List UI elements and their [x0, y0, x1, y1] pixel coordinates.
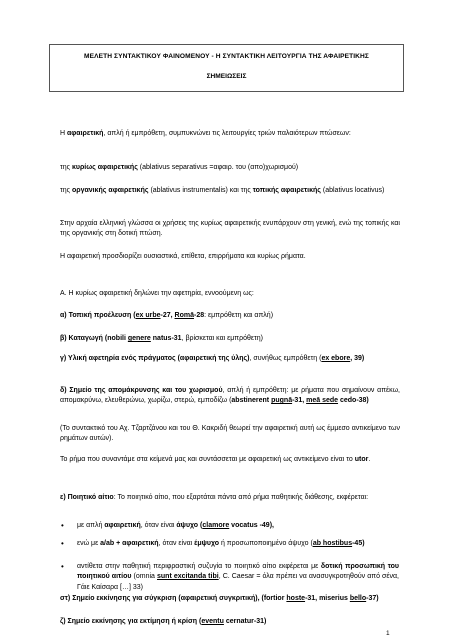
bullet-icon: • [61, 521, 64, 530]
text-run: , όταν είναι [140, 522, 177, 529]
text-run: Η [60, 130, 67, 137]
text-run: οργανικής αφαιρετικής [71, 187, 149, 194]
text-run: ε) Ποιητικό αίτιο [60, 494, 114, 501]
document-title: ΜΕΛΕΤΗ ΣΥΝΤΑΚΤΙΚΟΥ ΦΑΙΝΟΜΕΝΟΥ - Η ΣΥΝΤΑΚΤΙΚΗ ΛΕΙΤΟΥΡΓΙΑ ΤΗΣ ΑΦΑΙΡΕΤΙΚΗΣ [84, 53, 369, 60]
intro-paragraph-2 [60, 163, 400, 173]
item-a [60, 311, 400, 321]
text-run: natus-31 [150, 335, 182, 342]
item-h [60, 594, 400, 604]
text-run: αφαιρετική [67, 130, 104, 137]
text-run: a/ab + αφαιρετική [100, 540, 159, 547]
text-run: -31, [292, 397, 307, 405]
text-run: ( [198, 522, 203, 529]
item-e [60, 493, 400, 503]
text-run: pugnā [271, 397, 293, 405]
text-run: -45) [352, 540, 365, 547]
text-run: clamore [202, 522, 230, 529]
text-run: άψυχο [176, 522, 199, 529]
text-run: sunt excitanda tibi [157, 573, 219, 581]
text-run: της [60, 164, 72, 171]
text-run: Romā [174, 312, 194, 319]
text-run: , συνήθως εμπρόθετη ( [249, 355, 322, 362]
item-b [60, 334, 400, 344]
text-run: (ablativus instrumentalis) και της [148, 187, 253, 194]
intro-paragraph-5: Η αφαιρετική προσδιορίζει ουσιαστικά, επίθετα, επιρρήματα και κυρίως ρήματα. [60, 253, 306, 260]
text-run: κυρίως αφαιρετικής [71, 164, 138, 171]
text-run: genere [127, 335, 151, 342]
item-d [60, 386, 400, 407]
intro-paragraph-3 [60, 186, 400, 196]
text-run: , C. Caesar = όλα πρέπει να ανασυγκροτηθούν από σένα, Γάιε Καίσαρα […] 33) [77, 573, 399, 591]
text-run: : Το ποιητικό αίτιο, που εξαρτάται πάντα από ρήμα παθητικής διάθεσης, εκφέρεται: [113, 494, 369, 501]
text-run: , απλή ή εμπρόθετη: με ρήματα που σημαίνουν απέκω, απομακρύνω, ελευθερώνω, χωρίζω, στερώ, εμποδίζω ( [60, 387, 401, 405]
text-run: , (fortior [257, 595, 287, 602]
text-run: αφαιρετική [104, 522, 141, 529]
text-run: -37) [366, 595, 379, 602]
bullet-icon: • [61, 539, 64, 548]
item-i [60, 617, 400, 627]
text-run: , 39) [350, 355, 365, 362]
text-run: -31, miserius [305, 595, 350, 602]
intro-paragraph-1 [60, 129, 400, 139]
bullet-item-3 [77, 562, 399, 593]
text-run: , βρίσκεται και εμπρόθετη) [181, 335, 263, 342]
text-run: Το ρήμα που συναντάμε στα κείμενά μας και συντάσσεται με αφαιρετική ως αντικείμενο είναι το [60, 456, 355, 463]
text-run: έμψυχο [194, 540, 220, 547]
bullet-item-2 [77, 539, 399, 549]
text-run: δοτική προσωπική του ποιητικού αιτίου [77, 563, 399, 581]
text-run: cernatur-31) [223, 618, 267, 625]
text-run: α) Τοπική προέλευση [60, 312, 132, 319]
text-run: ζ) Σημείο εκκίνησης για εκτίμηση ή κρίση [60, 618, 198, 625]
text-run: , απλή ή εμπρόθετη, συμπυκνώνει τις λειτουργίες τριών παλαιότερων πτώσεων: [103, 130, 351, 137]
text-run: -28 [193, 312, 205, 319]
text-run: με απλή [77, 522, 105, 529]
item-c [60, 354, 400, 364]
text-run: . [368, 456, 371, 463]
text-run: β) Καταγωγή [60, 335, 103, 342]
text-run: γ) Υλική αφετηρία ενός πράγματος (αφαιρετική της ύλης) [60, 355, 250, 362]
text-run: cedo-38) [338, 397, 369, 405]
text-run: δ) Σημείο της απομάκρυνσης και του χωρισμού [60, 387, 223, 394]
text-run: : εμπρόθετη και απλή) [204, 312, 274, 319]
text-run: vocatus -49), [229, 522, 274, 529]
bullet-item-1 [77, 521, 399, 531]
text-run: (ablativus locativus) [320, 187, 385, 194]
text-run: της [60, 187, 72, 194]
document-subtitle: ΣΗΜΕΙΩΣΕΙΣ [206, 73, 247, 80]
text-run: τοπικής αφαιρετικής [252, 187, 321, 194]
text-run: στ) Σημείο εκκίνησης για σύγκριση (αφαιρετική συγκριτική) [60, 595, 258, 602]
bullet-icon: • [61, 562, 64, 571]
text-run: (nobili [102, 335, 128, 342]
text-run: (ablativus separativus =αφαιρ. του (απο)χωρισμού) [137, 164, 299, 171]
text-run: ( [197, 618, 202, 625]
text-run: ( [131, 312, 136, 319]
text-run: hoste [286, 595, 306, 602]
text-run: ex urbe [135, 312, 161, 319]
text-run: utor [354, 456, 369, 463]
text-run: ab hostibus [312, 540, 353, 547]
page-number: 1 [386, 630, 390, 637]
header-box [49, 44, 404, 92]
section-a-heading: Α. Η κυρίως αφαιρετική δηλώνει την αφετηρία, εννοούμενη ως: [60, 290, 254, 297]
text-run: (omnia [131, 573, 157, 581]
text-run: bello [349, 595, 367, 602]
text-run: abstinerent [231, 397, 272, 405]
text-run: meā sede [306, 397, 339, 405]
text-run: , όταν είναι [158, 540, 195, 547]
text-run: ενώ με [77, 540, 101, 547]
text-run: -27, [160, 312, 175, 319]
intro-paragraph-4: Στην αρχαία ελληνική γλώσσα οι χρήσεις της κυρίως αφαιρετικής ενυπάρχουν στη γενική, ενώ της τοπικής και της οργανικής στη δοτική πτώση. [60, 220, 400, 238]
text-run: eventu [201, 618, 224, 625]
text-run: αντίθετα στην παθητική περιφραστική συζυγία το ποιητικό αίτιο εκφέρεται με [77, 563, 321, 570]
text-run: ex ebore [321, 355, 351, 362]
utor-paragraph [60, 455, 400, 465]
text-run: ή προσωποποιημένο άψυχο ( [219, 540, 313, 547]
note-paragraph: (Το συντακτικό του Αχ. Τζαρτζάνου και του Θ. Κακριδή θεωρεί την αφαιρετική αυτή ως έμμεσο αντικείμενο των ρημάτων αυτών). [60, 425, 400, 443]
